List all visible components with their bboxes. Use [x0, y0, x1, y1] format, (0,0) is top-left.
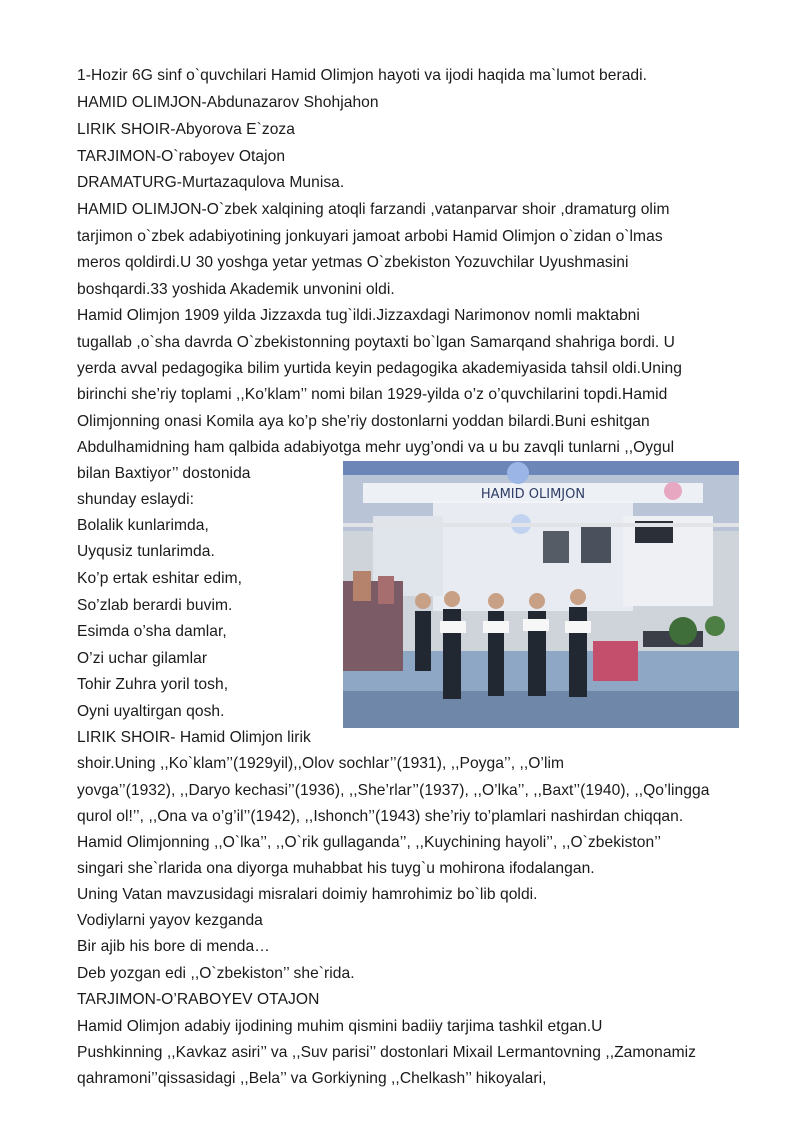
text-line: yerda avval pedagogika bilim yurtida keyin pedagogika akademiyasida tahsil oldi.Uning: [77, 360, 682, 377]
poem-line: O’zi uchar gilamlar: [77, 650, 208, 667]
poem-line: Uyqusiz tunlarimda.: [77, 543, 215, 560]
text-line: DRAMATURG-Murtazaqulova Munisa.: [77, 174, 345, 191]
text-line: Deb yozgan edi ,,O`zbekiston’’ she`rida.: [77, 965, 355, 982]
text-line: TARJIMON-O’RABOYEV OTAJON: [77, 991, 320, 1008]
text-line: Hamid Olimjon 1909 yilda Jizzaxda tug`ildi.Jizzaxdagi Narimonov nomli maktabni: [77, 307, 640, 324]
poem-line: Bolalik kunlarimda,: [77, 517, 209, 534]
text-line: qurol ol!’’, ,,Ona va o’g’il’’(1942), ,,Ishonch’’(1943) she’riy to’plamlari nashirdan chiqqan.: [77, 808, 684, 825]
text-line: HAMID OLIMJON-O`zbek xalqining atoqli farzandi ,vatanparvar shoir ,dramaturg olim: [77, 201, 670, 218]
text-line: tugallab ,o`sha davrda O`zbekistonning poytaxti bo`lgan Samarqand shahriga bordi. U: [77, 334, 675, 351]
text-line: Olimjonning onasi Komila aya ko’p she’riy dostonlarni yoddan bilardi.Buni eshitgan: [77, 413, 650, 430]
poem-line: Oyni uyaltirgan qosh.: [77, 703, 225, 720]
text-line: singari she`rlarida ona diyorga muhabbat his tuyg`u mohirona ifodalangan.: [77, 860, 595, 877]
text-line: shoir.Uning ,,Ko`klam’’(1929yil),,Olov sochlar’’(1931), ,,Poyga’’, ,,O’lim: [77, 755, 565, 772]
text-line: Uning Vatan mavzusidagi misralari doimiy hamrohimiz bo`lib qoldi.: [77, 886, 538, 903]
poem-line: Esimda o’sha damlar,: [77, 623, 227, 640]
text-line: TARJIMON-O`raboyev Otajon: [77, 148, 286, 165]
text-line: HAMID OLIMJON-Abdunazarov Shohjahon: [77, 94, 379, 111]
text-line: 1-Hozir 6G sinf o`quvchilari Hamid Olimjon hayoti va ijodi haqida ma`lumot beradi.: [77, 67, 648, 84]
poem-line: Tohir Zuhra yoril tosh,: [77, 676, 229, 693]
poem-line: Vodiylarni yayov kezganda: [77, 912, 263, 929]
text-line: qahramoni’’qissasidagi ,,Bela’’ va Gorkiyning ,,Chelkash’’ hikoyalari,: [77, 1070, 547, 1087]
event-photo: [343, 461, 739, 728]
text-line: tarjimon o`zbek adabiyotining jonkuyari jamoat arbobi Hamid Olimjon o`zidan o`lmas: [77, 228, 663, 245]
text-line: shunday eslaydi:: [77, 491, 194, 508]
text-line: Hamid Olimjonning ,,O`lka’’, ,,O`rik gullaganda’’, ,,Kuychining hayoli’’, ,,O`zbekiston’’: [77, 834, 661, 851]
text-line: Pushkinning ,,Kavkaz asiri’’ va ,,Suv parisi’’ dostonlari Mixail Lermantovning ,,Zamonamiz: [77, 1044, 696, 1061]
poem-line: So’zlab berardi buvim.: [77, 597, 233, 614]
poem-line: Ko’p ertak eshitar edim,: [77, 570, 243, 587]
text-line: bilan Baxtiyor’’ dostonida: [77, 465, 251, 482]
poem-line: Bir ajib his bore di menda…: [77, 938, 270, 955]
text-line: yovga’’(1932), ,,Daryo kechasi’’(1936), ,,She’rlar’’(1937), ,,O’lka’’, ,,Baxt’’(1940), ,,Qo’lingga: [77, 782, 710, 799]
text-line: Abdulhamidning ham qalbida adabiyotga mehr uyg’ondi va u bu zavqli tunlarni ,,Oygul: [77, 439, 675, 456]
text-line: boshqardi.33 yoshida Akademik unvonini oldi.: [77, 281, 395, 298]
text-line: meros qoldirdi.U 30 yoshga yetar yetmas O`zbekiston Yozuvchilar Uyushmasini: [77, 254, 629, 271]
text-line: birinchi she’riy toplami ,,Ko’klam’’ nomi bilan 1929-yilda o’z o’quvchilarini topdi.Hamid: [77, 386, 668, 403]
text-line: Hamid Olimjon adabiy ijodining muhim qismini badiiy tarjima tashkil etgan.U: [77, 1018, 603, 1035]
text-line: LIRIK SHOIR- Hamid Olimjon lirik: [77, 729, 311, 746]
text-line: LIRIK SHOIR-Abyorova E`zoza: [77, 121, 296, 138]
banner-text: HAMID OLIMJON: [480, 487, 586, 502]
